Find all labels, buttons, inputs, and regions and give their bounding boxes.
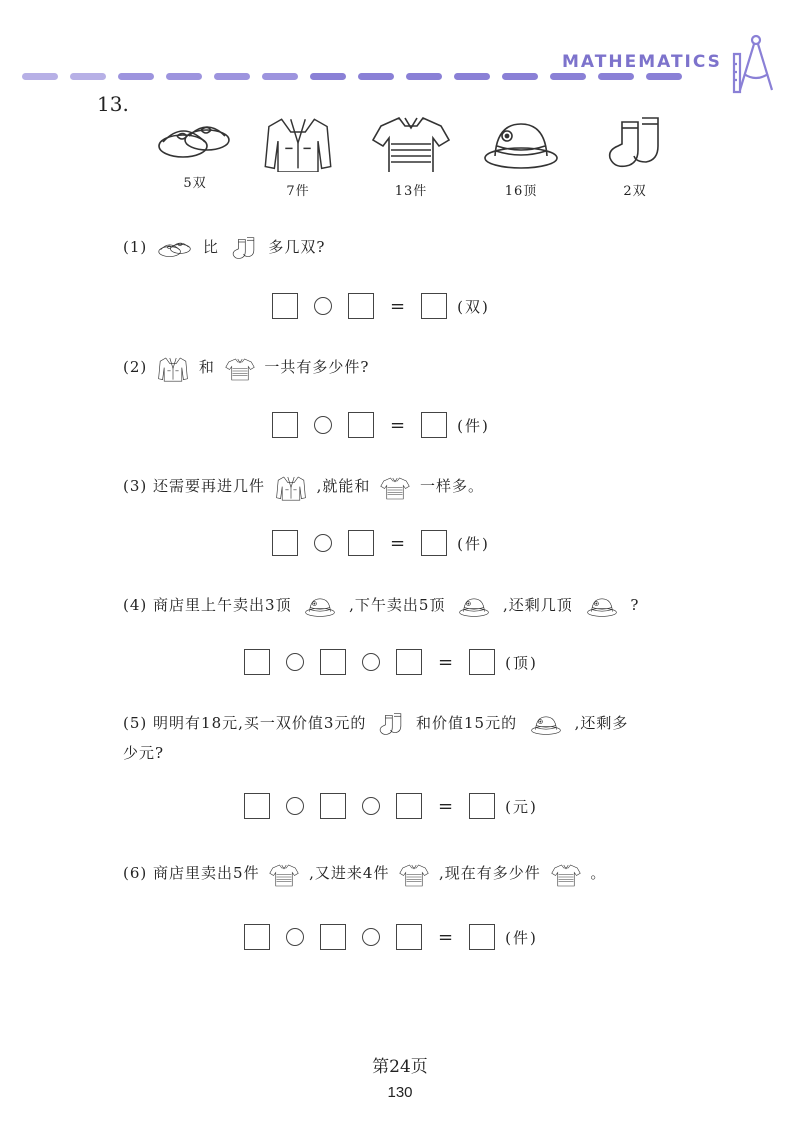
equation-2 xyxy=(272,412,490,438)
equals-sign: = xyxy=(390,532,406,554)
tshirt-icon xyxy=(371,112,451,172)
hat-icon xyxy=(481,112,561,172)
page-number: 130 xyxy=(387,1084,413,1101)
operator-circle[interactable] xyxy=(286,653,304,671)
header-dashes xyxy=(22,73,682,80)
item-row xyxy=(150,112,647,202)
item-label: 7件 xyxy=(286,184,310,199)
equals-sign: = xyxy=(438,926,454,948)
unit-label: (件) xyxy=(457,534,490,553)
answer-box[interactable] xyxy=(421,293,447,319)
answer-box[interactable] xyxy=(272,530,298,556)
operator-circle[interactable] xyxy=(286,928,304,946)
jacket-icon xyxy=(275,473,307,501)
answer-box[interactable] xyxy=(348,293,374,319)
answer-box[interactable] xyxy=(320,793,346,819)
item-label: 2双 xyxy=(623,184,647,199)
answer-box[interactable] xyxy=(244,649,270,675)
equation-3 xyxy=(272,530,490,556)
answer-box[interactable] xyxy=(244,924,270,950)
item-jacket xyxy=(253,112,343,199)
question-2: (2) 和 一共有多少件? xyxy=(123,352,369,382)
item-label: 16顶 xyxy=(504,184,538,199)
tshirt-icon xyxy=(551,861,581,887)
question-6: (6) 商店里卖出5件 ,又进来4件 ,现在有多少件 。 xyxy=(123,858,606,888)
subject-title: MATHEMATICS xyxy=(562,52,722,72)
operator-circle[interactable] xyxy=(314,416,332,434)
answer-box[interactable] xyxy=(348,530,374,556)
equals-sign: = xyxy=(438,795,454,817)
jacket-icon xyxy=(258,112,338,172)
socks-icon xyxy=(229,235,259,261)
equation-1 xyxy=(272,293,490,319)
equals-sign: = xyxy=(390,295,406,317)
item-socks xyxy=(590,112,680,199)
equation-6 xyxy=(244,924,538,950)
unit-label: (元) xyxy=(505,797,538,816)
answer-box[interactable] xyxy=(244,793,270,819)
operator-circle[interactable] xyxy=(314,297,332,315)
compass-icon xyxy=(732,34,780,96)
hat-icon xyxy=(583,594,621,618)
question-5: (5) 明明有18元,买一双价值3元的 和价值15元的 ,还剩多 少元? xyxy=(123,708,723,768)
socks-icon xyxy=(600,112,670,172)
answer-box[interactable] xyxy=(396,649,422,675)
equals-sign: = xyxy=(438,651,454,673)
answer-box[interactable] xyxy=(396,793,422,819)
answer-box[interactable] xyxy=(272,293,298,319)
operator-circle[interactable] xyxy=(362,653,380,671)
answer-box[interactable] xyxy=(396,924,422,950)
answer-box[interactable] xyxy=(469,649,495,675)
page-label: 第24页 xyxy=(372,1057,428,1077)
answer-box[interactable] xyxy=(272,412,298,438)
tshirt-icon xyxy=(399,861,429,887)
question-3: (3) 还需要再进几件 ,就能和 一样多。 xyxy=(123,471,484,501)
unit-label: (顶) xyxy=(505,653,538,672)
jacket-icon xyxy=(157,354,189,382)
operator-circle[interactable] xyxy=(362,797,380,815)
problem-number: 13. xyxy=(97,92,129,116)
slippers-icon xyxy=(155,112,235,164)
slippers-icon xyxy=(157,235,193,261)
item-tshirt xyxy=(366,112,456,199)
answer-box[interactable] xyxy=(469,793,495,819)
tshirt-icon xyxy=(225,355,255,381)
hat-icon xyxy=(301,594,339,618)
socks-icon xyxy=(376,711,406,737)
item-label: 5双 xyxy=(183,176,207,191)
item-hat xyxy=(476,112,566,199)
equals-sign: = xyxy=(390,414,406,436)
answer-box[interactable] xyxy=(469,924,495,950)
equation-4 xyxy=(244,649,538,675)
unit-label: (件) xyxy=(457,416,490,435)
unit-label: (件) xyxy=(505,928,538,947)
answer-box[interactable] xyxy=(320,649,346,675)
operator-circle[interactable] xyxy=(362,928,380,946)
tshirt-icon xyxy=(269,861,299,887)
operator-circle[interactable] xyxy=(314,534,332,552)
item-slippers xyxy=(150,112,240,191)
equation-5 xyxy=(244,793,538,819)
answer-box[interactable] xyxy=(320,924,346,950)
question-4: (4) 商店里上午卖出3顶 ,下午卖出5顶 ,还剩几顶 ? xyxy=(123,590,639,620)
hat-icon xyxy=(455,594,493,618)
answer-box[interactable] xyxy=(421,412,447,438)
answer-box[interactable] xyxy=(348,412,374,438)
hat-icon xyxy=(527,712,565,736)
tshirt-icon xyxy=(380,474,410,500)
item-label: 13件 xyxy=(394,184,428,199)
operator-circle[interactable] xyxy=(286,797,304,815)
question-1: (1) 比 多几双? xyxy=(123,232,325,262)
unit-label: (双) xyxy=(457,297,490,316)
answer-box[interactable] xyxy=(421,530,447,556)
